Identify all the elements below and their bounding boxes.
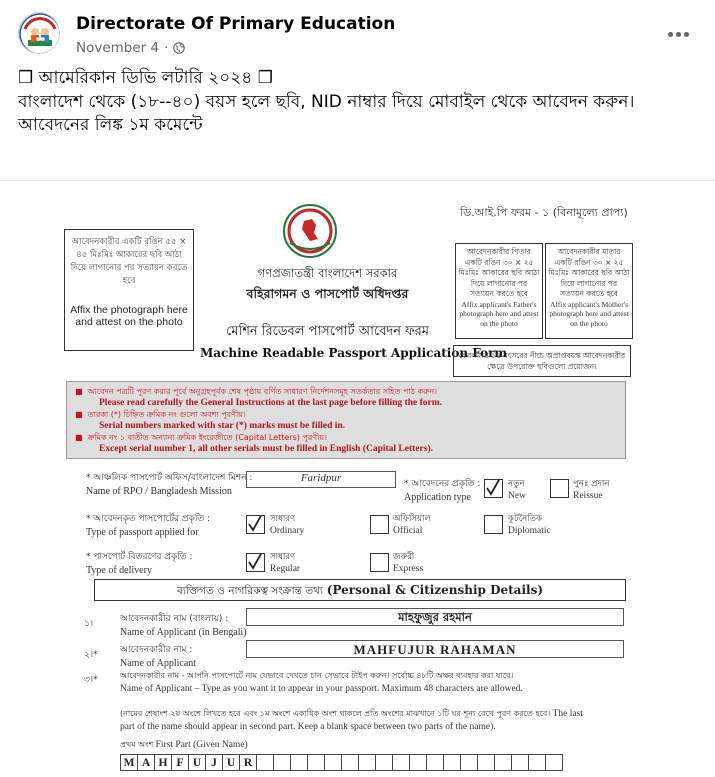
letter-cell[interactable]: F [171, 754, 189, 771]
given-name-letter-row[interactable] [120, 754, 562, 771]
post-line: ❒ আমেরিকান ডিভি লটারি ২০২৪ ❒ [18, 68, 273, 88]
post-date[interactable]: November 4 [76, 40, 160, 56]
instruction-line: ■ আবেদন পত্রটি পূরণ করার পূর্বে অনুগ্রহপূর্বক শেষ পৃষ্ঠায় বর্ণিত সাধারণ নির্দেশনসমূহ সতর্কতার সহিত পাঠ করুন। [75, 387, 437, 396]
father-photo-box [455, 243, 543, 339]
instructions-box [66, 381, 626, 459]
letter-cell[interactable] [358, 754, 376, 771]
meta-separator: · [164, 40, 169, 56]
passport-type-ordinary-checkbox[interactable] [246, 515, 265, 534]
avatar-logo-icon [19, 13, 60, 54]
letter-cell[interactable] [477, 754, 495, 771]
form-title-en: Machine Readable Passport Application Form [200, 346, 508, 360]
form-title-bn: মেশিন রিডেবল পাসপোর্ট আবেদন ফরম [226, 324, 429, 339]
more-options-icon [668, 32, 673, 37]
globe-icon[interactable] [173, 42, 185, 54]
letter-cell[interactable]: J [205, 754, 223, 771]
letter-cell[interactable] [443, 754, 461, 771]
mother-photo-bn: আবেদনকারীর মাতার একটি রঙিন ৩০ × ২৫ মিঃমিঃ আকারের ছবি আঠা দিয়ে লাগানোর পর সত্যায়ন করতে হবে [548, 247, 630, 298]
letter-cell[interactable]: U [222, 754, 240, 771]
instruction-line: ■ ক্রমিক নং ১ ব্যতীত অন্যান্য ক্রমিক ইংরেজীতে (Capital Letters) পূরণীয়। [75, 433, 327, 442]
mother-photo-en: Affix applicant's Mother's photograph here and attest on the photo [549, 299, 629, 328]
photo-box-bn: আবেদনকারীর একটি রঙিন ৫৫ × ৪৫ মিঃমিঃ আকারের ছবি আঠা দিয়ে লাগানোর পর সত্যায়ন করতে হবে [70, 237, 188, 286]
bangladesh-emblem-icon [282, 203, 338, 259]
check-icon [485, 480, 501, 496]
government-name: গণপ্রজাতন্ত্রী বাংলাদেশ সরকার [257, 266, 398, 280]
name-passport-label: আবেদনকারীর নাম - আপনি পাসপোর্টে নাম যেভাবে দেখতে চান সেভাবে টাইপ করুন। সর্বোচ্চ ৪৮টি অক্ষর ব্যবহার করা যাবে। Name of Applicant – Type as you want it to appear in your passport. Maximum 48 characters are allowed. [120, 671, 523, 694]
letter-cell[interactable] [341, 754, 359, 771]
name-applicant-label: আবেদনকারীর নাম : Name of Applicant [120, 645, 197, 669]
post-image[interactable] [0, 180, 715, 777]
name-applicant-input[interactable]: MAHFUJUR RAHAMAN [246, 640, 624, 658]
passport-type-ordinary-label: সাধারণ Ordinary [270, 514, 305, 536]
application-type-new-label: নতুন New [508, 479, 526, 501]
section-title-bar: ব্যক্তিগত ও নাগরিকত্ব সংক্রান্ত তথ্য (Personal & Citizenship Details) [94, 579, 626, 601]
letter-cell[interactable]: R [239, 754, 257, 771]
letter-cell[interactable] [256, 754, 274, 771]
letter-cell[interactable] [494, 754, 512, 771]
letter-cell[interactable] [426, 754, 444, 771]
name-bengali-label: আবেদনকারীর নাম (বাংলায়) : Name of Applicant (in Bengali) [120, 614, 247, 638]
passport-type-diplomatic-label: কূটনৈতিক Diplomatic [508, 514, 551, 536]
row-number: ৩।* [84, 675, 98, 685]
letter-cell[interactable]: M [120, 754, 138, 771]
letter-cell[interactable] [460, 754, 478, 771]
post-text [18, 67, 698, 138]
delivery-type-regular-checkbox[interactable] [246, 553, 265, 572]
letter-cell[interactable]: U [188, 754, 206, 771]
letter-cell[interactable] [545, 754, 563, 771]
application-type-new-checkbox[interactable] [484, 479, 503, 498]
rpo-input[interactable]: Faridpur [246, 471, 396, 488]
instruction-line: Please read carefully the General Instructions at the last page before filling the form. [99, 397, 443, 408]
delivery-type-regular-label: সাধারণ Regular [270, 552, 301, 574]
letter-cell[interactable] [273, 754, 291, 771]
form-id: ডি.আই.পি ফরম - ১ (বিনামূল্যে প্রাপ্য) [460, 206, 628, 219]
department-name: বহিরাগমন ও পাসপোর্ট অধিদপ্তর [246, 286, 409, 301]
page-name-link[interactable]: Directorate Of Primary Education [76, 14, 396, 34]
letter-cell[interactable]: H [154, 754, 172, 771]
letter-cell[interactable] [375, 754, 393, 771]
letter-cell[interactable] [392, 754, 410, 771]
post-line: আবেদনের লিঙ্ক ১ম কমেন্টে [18, 115, 203, 135]
check-icon [247, 554, 263, 570]
post-line: বাংলাদেশ থেকে (১৮--৪০) বয়স হলে ছবি, NID নাম্বার দিয়ে মোবাইল থেকে আবেদন করুন। [18, 91, 635, 112]
letter-cell[interactable] [511, 754, 529, 771]
post-header [0, 0, 715, 66]
application-type-reissue-checkbox[interactable] [550, 479, 569, 498]
application-type-label: * আবেদনের প্রকৃতি : Application type [404, 479, 481, 503]
letter-cell[interactable]: A [137, 754, 155, 771]
first-part-label: প্রথম অংশ First Part (Given Name) [120, 740, 248, 750]
post-meta [76, 40, 185, 56]
name-order-note: (নামের শেষাংশ ২য় অংশে লিখতে হবে এবং ১ম অংশে একাধিক অংশ থাকলে প্রতি অংশের মাঝখানে ১টি ঘর শূন্য রেখে পূরণ করতে হবে। The last part of the name should appear in second part. Keep a blank space between two parts of the name). [120, 709, 583, 732]
letter-cell[interactable] [528, 754, 546, 771]
application-type-reissue-label: পুনঃ প্রদান Reissue [573, 479, 610, 501]
passport-type-diplomatic-checkbox[interactable] [484, 515, 503, 534]
letter-cell[interactable] [324, 754, 342, 771]
applicant-photo-box [64, 229, 194, 351]
mother-photo-box [545, 243, 633, 339]
check-icon [247, 516, 263, 532]
father-photo-en: Affix applicant's Father's photograph here and attest on the photo [459, 299, 539, 328]
father-photo-bn: আবেদনকারীর পিতার একটি রঙিন ৩০ × ২৫ মিঃমিঃ আকারের ছবি আঠা দিয়ে লাগানোর পর সত্যায়ন করতে হবে [458, 247, 540, 298]
photo-box-en: Affix the photograph here and attest on the photo [70, 304, 188, 328]
instruction-line: Serial numbers marked with star (*) marks must be filled in. [99, 420, 346, 431]
passport-type-official-label: অফিসিয়াল Official [393, 514, 431, 536]
passport-type-official-checkbox[interactable] [370, 515, 389, 534]
page-avatar[interactable] [18, 12, 60, 54]
delivery-type-label: * পাসপোর্ট বিতরণের প্রকৃতি : Type of delivery [86, 552, 193, 576]
letter-cell[interactable] [307, 754, 325, 771]
letter-cell[interactable] [290, 754, 308, 771]
name-bengali-input[interactable]: মাহফুজুর রহমান [246, 608, 624, 626]
rpo-label: * আঞ্চলিক পাসপোর্ট অফিস/বাংলাদেশ মিশন : Name of RPO / Bangladesh Mission [86, 473, 253, 497]
instruction-line: ■ তারকা (*) চিহ্নিত ক্রমিক নং গুলো অবশ্য পূরণীয়। [75, 410, 246, 419]
delivery-type-express-label: জরুরী Express [393, 552, 424, 574]
under15-note: কেবলমাত্র ১৫ বৎসরের নীচে অপ্রাপ্তবয়স্ক আবেদনকারীর ক্ষেত্রে উপরোক্ত ছবিগুলো প্রয়োজন। [453, 345, 631, 377]
passport-type-label: * আবেদনকৃত পাসপোর্টের প্রকৃতি : Type of passport applied for [86, 514, 211, 538]
row-number: ২।* [84, 650, 98, 660]
more-options-button[interactable] [663, 22, 693, 46]
row-number: ১। [84, 619, 94, 629]
instruction-line: Except serial number 1, all other serials must be filled in English (Capital Letters). [99, 443, 433, 454]
delivery-type-express-checkbox[interactable] [370, 553, 389, 572]
letter-cell[interactable] [409, 754, 427, 771]
